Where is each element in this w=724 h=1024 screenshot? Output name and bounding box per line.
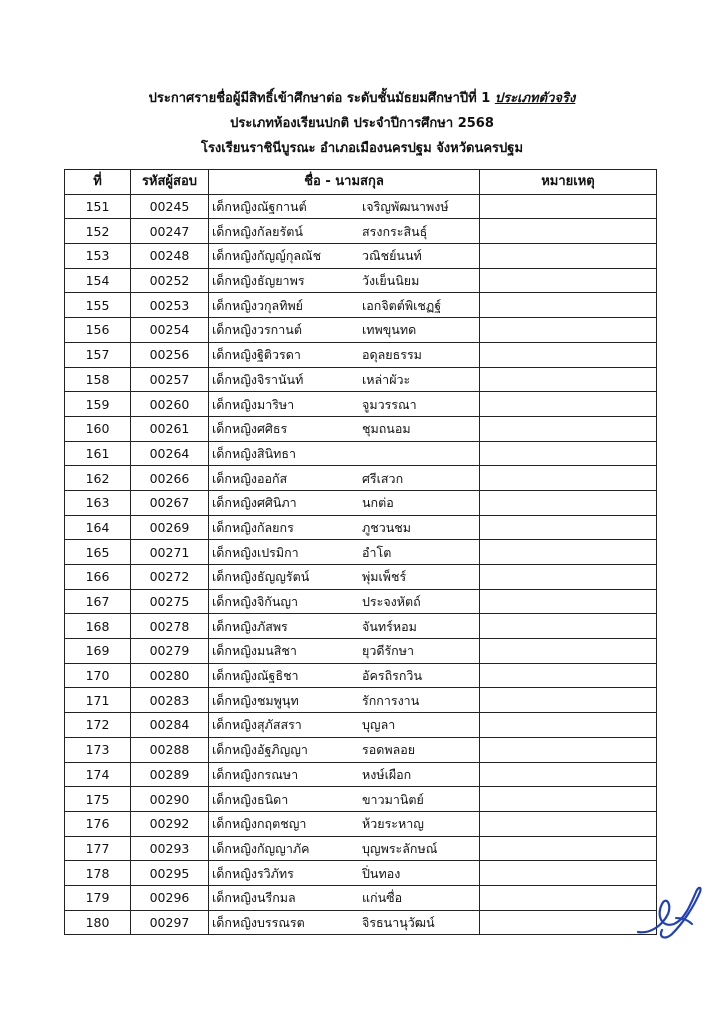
last-name: หงษ์เผือก	[362, 766, 412, 782]
row-number: 179	[65, 885, 131, 910]
exam-code: 00272	[131, 565, 209, 590]
first-name: เด็กหญิงธัญยาพร	[212, 273, 305, 289]
remark	[480, 268, 657, 293]
remark	[480, 663, 657, 688]
exam-code: 00247	[131, 219, 209, 244]
exam-code: 00256	[131, 342, 209, 367]
table-row	[65, 342, 657, 367]
student-name	[209, 293, 480, 318]
remark	[480, 589, 657, 614]
last-name: สรงกระสินธุ์	[362, 223, 428, 239]
last-name: ภูชวนชม	[362, 519, 412, 535]
remark	[480, 392, 657, 417]
table-row	[65, 713, 657, 738]
signature-icon	[632, 878, 706, 946]
table-row	[65, 293, 657, 318]
remark	[480, 836, 657, 861]
remark	[480, 490, 657, 515]
remark	[480, 318, 657, 343]
student-name	[209, 342, 480, 367]
student-name	[209, 244, 480, 269]
student-name	[209, 614, 480, 639]
exam-code: 00297	[131, 910, 209, 935]
row-number: 163	[65, 490, 131, 515]
announcement-title	[0, 86, 724, 111]
exam-code: 00283	[131, 688, 209, 713]
last-name: อำโต	[362, 544, 392, 560]
row-number: 178	[65, 861, 131, 886]
row-number: 159	[65, 392, 131, 417]
exam-code: 00296	[131, 885, 209, 910]
row-number: 172	[65, 713, 131, 738]
remark	[480, 811, 657, 836]
exam-code: 00292	[131, 811, 209, 836]
last-name: ห้วยระหาญ	[362, 816, 424, 832]
row-number: 171	[65, 688, 131, 713]
student-name	[209, 663, 480, 688]
student-name	[209, 416, 480, 441]
remark	[480, 565, 657, 590]
row-number: 153	[65, 244, 131, 269]
exam-code: 00257	[131, 367, 209, 392]
table-row	[65, 392, 657, 417]
remark	[480, 194, 657, 219]
table-row	[65, 268, 657, 293]
remark	[480, 466, 657, 491]
first-name: เด็กหญิงธนิดา	[212, 791, 289, 807]
remark	[480, 244, 657, 269]
table-row	[65, 441, 657, 466]
last-name: ขาวมานิตย์	[362, 791, 424, 807]
table-row	[65, 762, 657, 787]
first-name: เด็กหญิงกัลยกร	[212, 519, 294, 535]
exam-code: 00245	[131, 194, 209, 219]
first-name: เด็กหญิงณัฐธิชา	[212, 668, 299, 684]
first-name: เด็กหญิงฐิติวรดา	[212, 347, 301, 363]
student-name	[209, 515, 480, 540]
table-row	[65, 663, 657, 688]
row-number: 169	[65, 639, 131, 664]
last-name: พุ่มเพ็ชร์	[362, 569, 407, 585]
first-name: เด็กหญิงภัสพร	[212, 618, 288, 634]
student-name	[209, 318, 480, 343]
last-name: นกต่อ	[362, 495, 394, 511]
exam-code: 00275	[131, 589, 209, 614]
table-row	[65, 787, 657, 812]
row-number: 165	[65, 540, 131, 565]
first-name: เด็กหญิงมนสิชา	[212, 643, 297, 659]
table-row	[65, 244, 657, 269]
first-name: เด็กหญิงกัญญาภัค	[212, 840, 310, 856]
column-header-no: ที่	[65, 170, 131, 195]
school-line: โรงเรียนราชินีบูรณะ อำเภอเมืองนครปฐม จังหวัดนครปฐม	[200, 141, 524, 156]
first-name: เด็กหญิงออกัส	[212, 470, 288, 486]
student-name	[209, 466, 480, 491]
table-row	[65, 367, 657, 392]
student-name	[209, 219, 480, 244]
row-number: 158	[65, 367, 131, 392]
last-name: แก่นซื่อ	[362, 890, 403, 906]
exam-code: 00293	[131, 836, 209, 861]
last-name: วังเย็นนิยม	[362, 273, 420, 289]
column-header-name: ชื่อ - นามสกุล	[209, 170, 480, 195]
first-name: เด็กหญิงวรกานต์	[212, 322, 302, 338]
table-row	[65, 515, 657, 540]
remark	[480, 614, 657, 639]
first-name: เด็กหญิงนรีกมล	[212, 890, 296, 906]
row-number: 180	[65, 910, 131, 935]
first-name: เด็กหญิงอัฐภิญญา	[212, 742, 308, 758]
last-name: อัครถิรกวิน	[362, 668, 422, 684]
student-name	[209, 490, 480, 515]
student-table	[64, 169, 657, 935]
student-name	[209, 737, 480, 762]
row-number: 161	[65, 441, 131, 466]
last-name: จิรธนานุวัฒน์	[362, 914, 435, 930]
remark	[480, 293, 657, 318]
exam-code: 00280	[131, 663, 209, 688]
student-name	[209, 268, 480, 293]
remark	[480, 416, 657, 441]
exam-code: 00264	[131, 441, 209, 466]
last-name: รอดพลอย	[362, 742, 416, 758]
last-name: เอกจิตต์พิเชฏฐ์	[362, 297, 442, 313]
table-row	[65, 836, 657, 861]
student-name	[209, 836, 480, 861]
student-name	[209, 392, 480, 417]
table-row	[65, 910, 657, 935]
first-name: เด็กหญิงศศินิภา	[212, 495, 297, 511]
last-name: ชุมถนอม	[362, 421, 411, 437]
student-name	[209, 713, 480, 738]
row-number: 177	[65, 836, 131, 861]
first-name: เด็กหญิงธัญญรัตน์	[212, 569, 310, 585]
exam-code: 00267	[131, 490, 209, 515]
exam-code: 00278	[131, 614, 209, 639]
title-text: ประกาศรายชื่อผู้มีสิทธิ์เข้าศึกษาต่อ ระดับชั้นมัธยมศึกษาปีที่ 1	[148, 91, 495, 106]
first-name: เด็กหญิงจิรานันท์	[212, 371, 304, 387]
row-number: 156	[65, 318, 131, 343]
exam-code: 00253	[131, 293, 209, 318]
remark	[480, 515, 657, 540]
student-name	[209, 762, 480, 787]
remark	[480, 885, 657, 910]
last-name: ปิ่นทอง	[362, 865, 401, 881]
student-name	[209, 565, 480, 590]
row-number: 175	[65, 787, 131, 812]
last-name: บุญลา	[362, 717, 396, 733]
table-row	[65, 688, 657, 713]
table-row	[65, 540, 657, 565]
table-row	[65, 885, 657, 910]
last-name: วณิชย์นนท์	[362, 248, 422, 264]
remark	[480, 688, 657, 713]
remark	[480, 219, 657, 244]
first-name: เด็กหญิงวกุลทิพย์	[212, 297, 304, 313]
last-name: รักการงาน	[362, 692, 420, 708]
row-number: 168	[65, 614, 131, 639]
table-row	[65, 194, 657, 219]
exam-code: 00260	[131, 392, 209, 417]
student-name	[209, 540, 480, 565]
first-name: เด็กหญิงเปรมิกา	[212, 544, 299, 560]
row-number: 167	[65, 589, 131, 614]
first-name: เด็กหญิงมาริษา	[212, 396, 295, 412]
remark	[480, 910, 657, 935]
last-name: ยุวดีรักษา	[362, 643, 415, 659]
table-row	[65, 861, 657, 886]
exam-code: 00254	[131, 318, 209, 343]
title-type: ประเภทตัวจริง	[494, 91, 576, 106]
first-name: เด็กหญิงกัญญ์กุลณัช	[212, 248, 322, 264]
remark	[480, 639, 657, 664]
first-name: เด็กหญิงชมพูนุท	[212, 692, 299, 708]
exam-code: 00261	[131, 416, 209, 441]
table-row	[65, 737, 657, 762]
row-number: 160	[65, 416, 131, 441]
exam-code: 00266	[131, 466, 209, 491]
student-name	[209, 589, 480, 614]
classroom-type-line: ประเภทห้องเรียนปกติ ประจำปีการศึกษา 2568	[230, 116, 494, 131]
table-header-row	[65, 170, 657, 195]
student-name	[209, 787, 480, 812]
last-name: ศรีเสวก	[362, 470, 404, 486]
first-name: เด็กหญิงบรรณรต	[212, 914, 305, 930]
row-number: 157	[65, 342, 131, 367]
last-name: เทพขุนทด	[362, 322, 417, 338]
last-name: จันทร์หอม	[362, 618, 417, 634]
table-row	[65, 466, 657, 491]
exam-code: 00284	[131, 713, 209, 738]
exam-code: 00269	[131, 515, 209, 540]
last-name: บุญพระลักษณ์	[362, 840, 438, 856]
row-number: 154	[65, 268, 131, 293]
last-name: เหล่าผัวะ	[362, 371, 411, 387]
table-row	[65, 490, 657, 515]
exam-code: 00279	[131, 639, 209, 664]
row-number: 176	[65, 811, 131, 836]
last-name: จูมวรรณา	[362, 396, 417, 412]
document-header	[0, 86, 724, 161]
last-name: ประจงหัตถ์	[362, 594, 421, 610]
table-row	[65, 416, 657, 441]
row-number: 162	[65, 466, 131, 491]
row-number: 174	[65, 762, 131, 787]
row-number: 151	[65, 194, 131, 219]
table-row	[65, 589, 657, 614]
remark	[480, 713, 657, 738]
table-row	[65, 811, 657, 836]
student-name	[209, 811, 480, 836]
first-name: เด็กหญิงรวิภัทร	[212, 865, 294, 881]
table-row	[65, 565, 657, 590]
exam-code: 00290	[131, 787, 209, 812]
student-name	[209, 441, 480, 466]
table-row	[65, 614, 657, 639]
remark	[480, 342, 657, 367]
last-name: อดุลยธรรม	[362, 347, 422, 363]
first-name: เด็กหญิงศศิธร	[212, 421, 288, 437]
exam-code: 00289	[131, 762, 209, 787]
first-name: เด็กหญิงณัฐกานต์	[212, 199, 307, 215]
first-name: เด็กหญิงกรณษา	[212, 766, 299, 782]
first-name: เด็กหญิงจิกันญา	[212, 594, 299, 610]
row-number: 155	[65, 293, 131, 318]
table-row	[65, 639, 657, 664]
first-name: เด็กหญิงกฤตชญา	[212, 816, 307, 832]
exam-code: 00288	[131, 737, 209, 762]
remark	[480, 540, 657, 565]
last-name: เจริญพัฒนาพงษ์	[362, 199, 449, 215]
column-header-note: หมายเหตุ	[480, 170, 657, 195]
row-number: 170	[65, 663, 131, 688]
first-name: เด็กหญิงสินิทธา	[212, 445, 297, 461]
remark	[480, 762, 657, 787]
first-name: เด็กหญิงสุภัสสรา	[212, 717, 302, 733]
student-name	[209, 688, 480, 713]
remark	[480, 441, 657, 466]
exam-code: 00248	[131, 244, 209, 269]
remark	[480, 787, 657, 812]
remark	[480, 861, 657, 886]
table-row	[65, 219, 657, 244]
first-name: เด็กหญิงกัลยรัตน์	[212, 223, 303, 239]
student-name	[209, 194, 480, 219]
student-name	[209, 639, 480, 664]
remark	[480, 737, 657, 762]
row-number: 164	[65, 515, 131, 540]
table-row	[65, 318, 657, 343]
student-name	[209, 910, 480, 935]
student-name	[209, 861, 480, 886]
remark	[480, 367, 657, 392]
exam-code: 00295	[131, 861, 209, 886]
row-number: 152	[65, 219, 131, 244]
exam-code: 00252	[131, 268, 209, 293]
student-name	[209, 367, 480, 392]
exam-code: 00271	[131, 540, 209, 565]
column-header-code: รหัสผู้สอบ	[131, 170, 209, 195]
student-name	[209, 885, 480, 910]
row-number: 173	[65, 737, 131, 762]
row-number: 166	[65, 565, 131, 590]
